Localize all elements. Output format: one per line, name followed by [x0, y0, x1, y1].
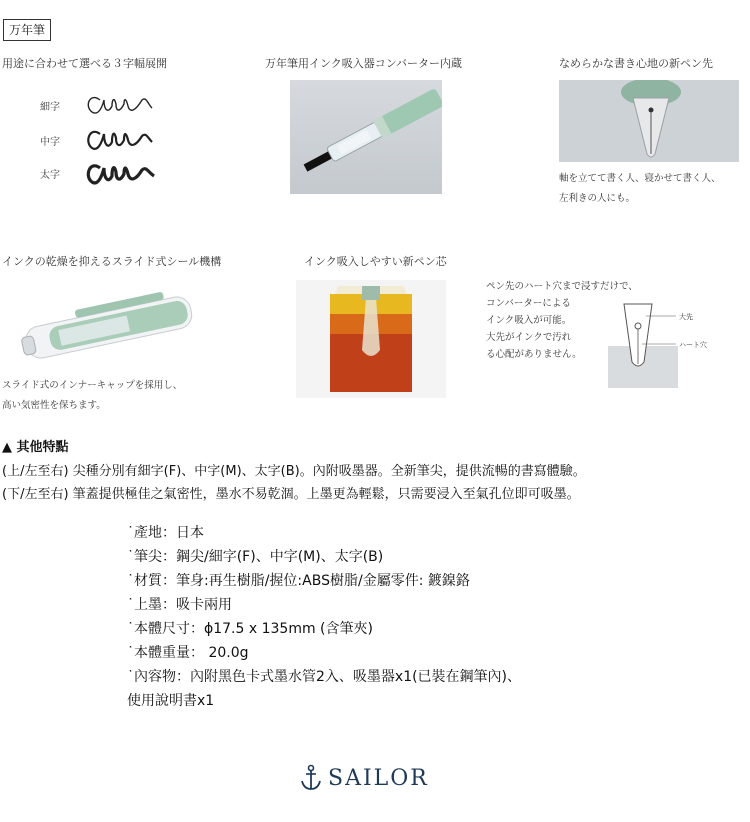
- features-heading: ▲ 其他特點: [2, 440, 69, 455]
- brand-logo: [300, 760, 460, 796]
- nib-label-fine: 細字: [40, 102, 60, 113]
- smooth-desc-2: 左利きの人にも。: [559, 193, 636, 204]
- nib-diagram: [606, 296, 680, 390]
- slide-seal-caption: インクの乾燥を抑えるスライド式シール機構: [2, 255, 222, 268]
- spec-nib: ˙筆尖：鋼尖/細字(F)、中字(M)、太字(B): [127, 549, 384, 565]
- ink-fill-desc-5: る心配がありません。: [486, 349, 582, 360]
- ink-fill-desc-1: ペン先のハート穴まで浸すだけで、: [486, 281, 638, 292]
- ink-fill-desc-4: 大先がインクで汚れ: [486, 332, 572, 343]
- slide-seal-desc-2: 高い気密性を保ちます。: [2, 400, 106, 411]
- ink-bottle-photo: [296, 280, 446, 398]
- nib-closeup-photo: [559, 80, 739, 162]
- spec-weight: ˙本體重量： 20.0g: [127, 645, 249, 661]
- spec-contents: ˙內容物：內附黑色卡式墨水管2入、吸墨器x1(已裝在鋼筆內)、: [127, 669, 522, 685]
- handwriting-fine: [88, 98, 152, 113]
- spec-size: ˙本體尺寸：ϕ17.5 x 135mm (含筆夾): [127, 621, 373, 637]
- features-line-2: (下/左至右) 筆蓋提供極佳之氣密性，墨水不易乾涸。上墨更為輕鬆，只需要浸入至氣孔位即可吸墨。: [2, 487, 580, 502]
- anchor-icon: [300, 764, 322, 792]
- spec-origin: ˙產地：日本: [127, 525, 204, 541]
- features-line-1: (上/左至右) 尖種分別有細字(F)、中字(M)、太字(B)。內附吸墨器。全新筆尖，提供流暢的書寫體驗。: [2, 464, 586, 479]
- handwriting-medium: [88, 132, 152, 149]
- nib-label-medium: 中字: [40, 137, 60, 148]
- spec-contents-cont: 使用說明書x1: [127, 693, 215, 709]
- nib-label-broad: 太字: [40, 170, 60, 181]
- nib-width-caption: 用途に合わせて選べる３字幅展開: [2, 57, 167, 70]
- slide-seal-photo: [18, 284, 194, 364]
- converter-caption: 万年筆用インク吸入器コンバーター内蔵: [265, 57, 463, 70]
- handwriting-samples: [82, 86, 162, 196]
- ink-fill-caption: インク吸入しやすい新ペン芯: [304, 255, 447, 268]
- smooth-nib-caption: なめらかな書き心地の新ペン先: [559, 57, 713, 70]
- spec-filling: ˙上墨：吸卡兩用: [127, 597, 232, 613]
- label-tip: 大先: [679, 313, 693, 321]
- smooth-desc-1: 軸を立てて書く人、寝かせて書く人、: [559, 173, 721, 184]
- ink-fill-desc-3: インク吸入が可能。: [486, 315, 572, 326]
- section-title: 万年筆: [3, 19, 51, 41]
- converter-photo: [290, 80, 442, 194]
- handwriting-broad: [88, 166, 154, 183]
- brand-name: SAILOR: [328, 765, 429, 791]
- ink-fill-desc-2: コンバーターによる: [486, 298, 571, 309]
- label-heart-hole: ハート穴: [679, 341, 707, 349]
- slide-seal-desc-1: スライド式のインナーキャップを採用し、: [2, 380, 183, 391]
- spec-material: ˙材質：筆身:再生樹脂/握位:ABS樹脂/金屬零件: 鍍鎳鉻: [127, 573, 470, 589]
